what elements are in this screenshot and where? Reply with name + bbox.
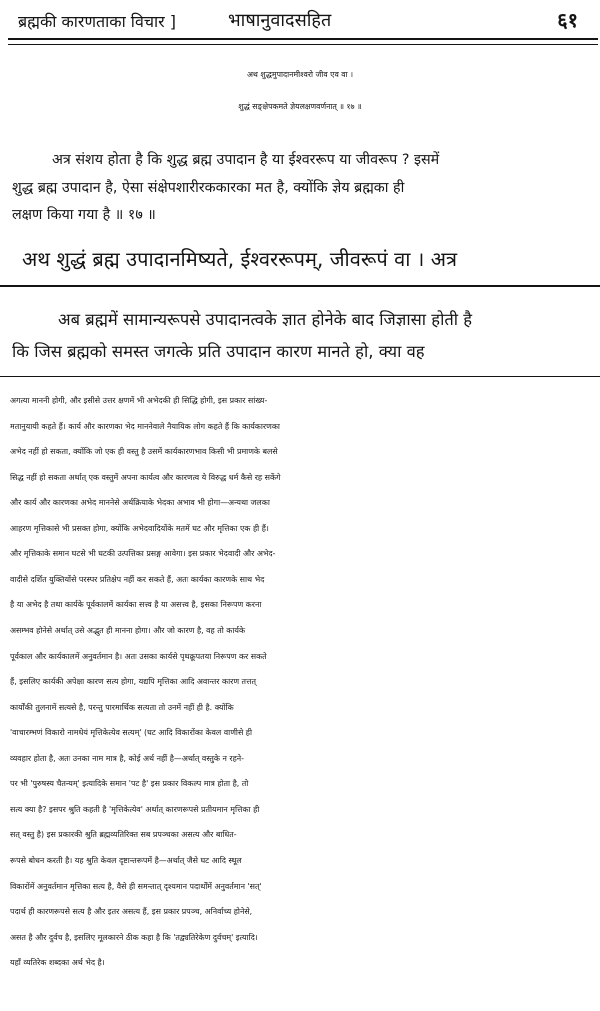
translation-line-1: अत्र संशय होता है कि शुद्ध ब्रह्म उपादान है या ईश्वररूप या जीवरूप ? इसमें (52, 152, 440, 168)
body-line: और कार्य और कारणका अभेद माननेसे अर्थक्रियाके भेदका अभाव भी होगा—अन्यथा जलका (10, 498, 270, 508)
body-line: सत्य क्या है? इसपर श्रुति कहती है 'मृत्तिकेत्येव' अर्थात् कारणरूपसे प्रतीयमान मृत्तिका ही (10, 804, 260, 814)
body-line: पूर्वकाल और कार्यकालमें अनुवर्तमान है। अतः उसका कार्यसे पृथक्रूपतया निरूपण कर सकते (10, 651, 267, 661)
translation-line-2: शुद्ध ब्रह्म उपादान है, ऐसा संक्षेपशारीरककारका मत है, क्योंकि ज्ञेय ब्रह्मका ही (12, 180, 405, 196)
body-line: कार्योंकी तुलनामें सत्यसे है, परन्तु पारमार्थिक सत्यता तो उनमें नहीं ही है. क्योंकि (10, 702, 234, 712)
translation-line-3: लक्षण किया गया है ॥ १७ ॥ (12, 207, 156, 223)
body-line: व्यवहार होता है, अतः उनका नाम मात्र है, कोई अर्थ नहीं है—अर्थात् वस्तुके न रहने- (10, 753, 244, 763)
header-rule (8, 38, 598, 45)
page-number: ६१ (557, 8, 578, 32)
body-line: पदार्थ ही कारणरूपसे सत्य है और इतर असत्य हैं, इस प्रकार प्रपञ्च, अनिर्वाच्य होनेसे, (10, 907, 253, 916)
body-line: आहरण मृत्तिकासे भी प्रसक्त होगा, क्योंकि अभेदवादियोंके मतमें घट और मृत्तिका एक ही हैं। (10, 523, 269, 533)
body-line: हैं, इसलिए कार्यकी अपेक्षा कारण सत्य होगा, यद्यपि मृत्तिका आदि अवान्तर कारण तत्तत् (10, 677, 257, 686)
body-line: असम्भव होनेसे अर्थात् उसे अद्भुत ही मानना होगा। और जो कारण है, वह तो कार्यके (10, 626, 246, 635)
body-line: यहाँ व्यतिरेक शब्दका अर्थ भेद है। (10, 958, 105, 968)
commentary-translation-2: कि जिस ब्रह्मको समस्त जगत्के प्रति उपादान कारण मानते हो, क्या वह (12, 342, 425, 361)
body-line: पर भी 'पुरुषस्य चैतन्यम्' इत्यादिके समान 'पट है' इस प्रकार विकल्प मात्र होता है, तो (10, 779, 249, 789)
commentary-sanskrit: अथ शुद्धं ब्रह्म उपादानमिष्यते, ईश्वररूपम्, जीवरूपं वा । अत्र (22, 247, 458, 271)
section-rule (0, 285, 600, 287)
body-line: रूपसे बोधन करती है। यह श्रुति केवल दृष्टान्तरूपमें है—अर्थात् जैसे घट आदि स्थूल (10, 855, 242, 865)
body-line: सत् वस्तु है) इस प्रकारकी श्रुति ब्रह्मव्यतिरिक्त सब प्रपञ्चका असत्य और बाधित- (10, 830, 237, 840)
section-title: ब्रह्मकी कारणताका विचार ] (18, 12, 177, 31)
running-header (0, 0, 600, 40)
verse-line-2: शुद्धं सङ्क्षेपकमते ज्ञेयलक्षणवर्णनात् ॥ १७ ॥ (238, 102, 362, 111)
commentary-translation-1: अब ब्रह्ममें सामान्यरूपसे उपादानत्वके ज्ञात होनेके बाद जिज्ञासा होती है (58, 310, 473, 329)
body-line: है या अभेद है तथा कार्यके पूर्वकालमें कार्यका सत्त्व है या असत्त्व है, इसका निरूपण करना (10, 600, 262, 610)
body-line: अभेद नहीं हो सकता, क्योंकि जो एक ही वस्तु है उसमें कार्यकारणभाव किसी भी प्रमाणके बलसे (10, 447, 278, 457)
book-title: भाषानुवादसहित (228, 10, 332, 31)
body-line: मतानुयायी कहते हैं। कार्य और कारणका भेद माननेवाले नैयायिक लोग कहते हैं कि कार्यकारणका (10, 421, 280, 431)
body-line: सिद्ध नहीं हो सकता अर्थात् एक वस्तुमें अपना कार्यत्व और कारणत्व ये विरुद्ध धर्म कैसे रह सकेंगे (10, 472, 281, 482)
body-line: 'वाचारम्भणं विकारो नामधेयं मृत्तिकेत्येव सत्यम्' (घट आदि विकारोंका केवल वाणीसे ही (10, 728, 253, 738)
body-line: अगत्या माननी होगी, और इसीसे उत्तर क्षणमें भी अभेदकी ही सिद्धि होगी, इस प्रकार सांख्य- (10, 396, 268, 405)
body-line: विकारोंमें अनुवर्तमान मृत्तिका सत्य है, वैसे ही समन्तात् दृश्यमान पदार्थोंमें अनुवर्तमान 'सत्' (10, 881, 262, 891)
body-line: असत है और दुर्वच है, इसलिए मूलकारने ठीक कहा है कि 'तद्व्यतिरेकेण दुर्वचम्' इत्यादि। (10, 932, 258, 942)
footnote-rule (0, 376, 600, 377)
verse-line-1: अथ शुद्धमुपादानमीश्वरो जीव एव वा । (246, 70, 354, 79)
body-line: वादीसे दर्शित युक्तियोंसे परस्पर प्रतिक्षेप नहीं कर सकते हैं, अतः कार्यका कारणके साथ भेद (10, 574, 265, 584)
body-line: और मृत्तिकाके समान घटसे भी घटकी उत्पत्तिका प्रसङ्ग आवेगा। इस प्रकार भेदवादी और अभेद- (10, 549, 276, 559)
